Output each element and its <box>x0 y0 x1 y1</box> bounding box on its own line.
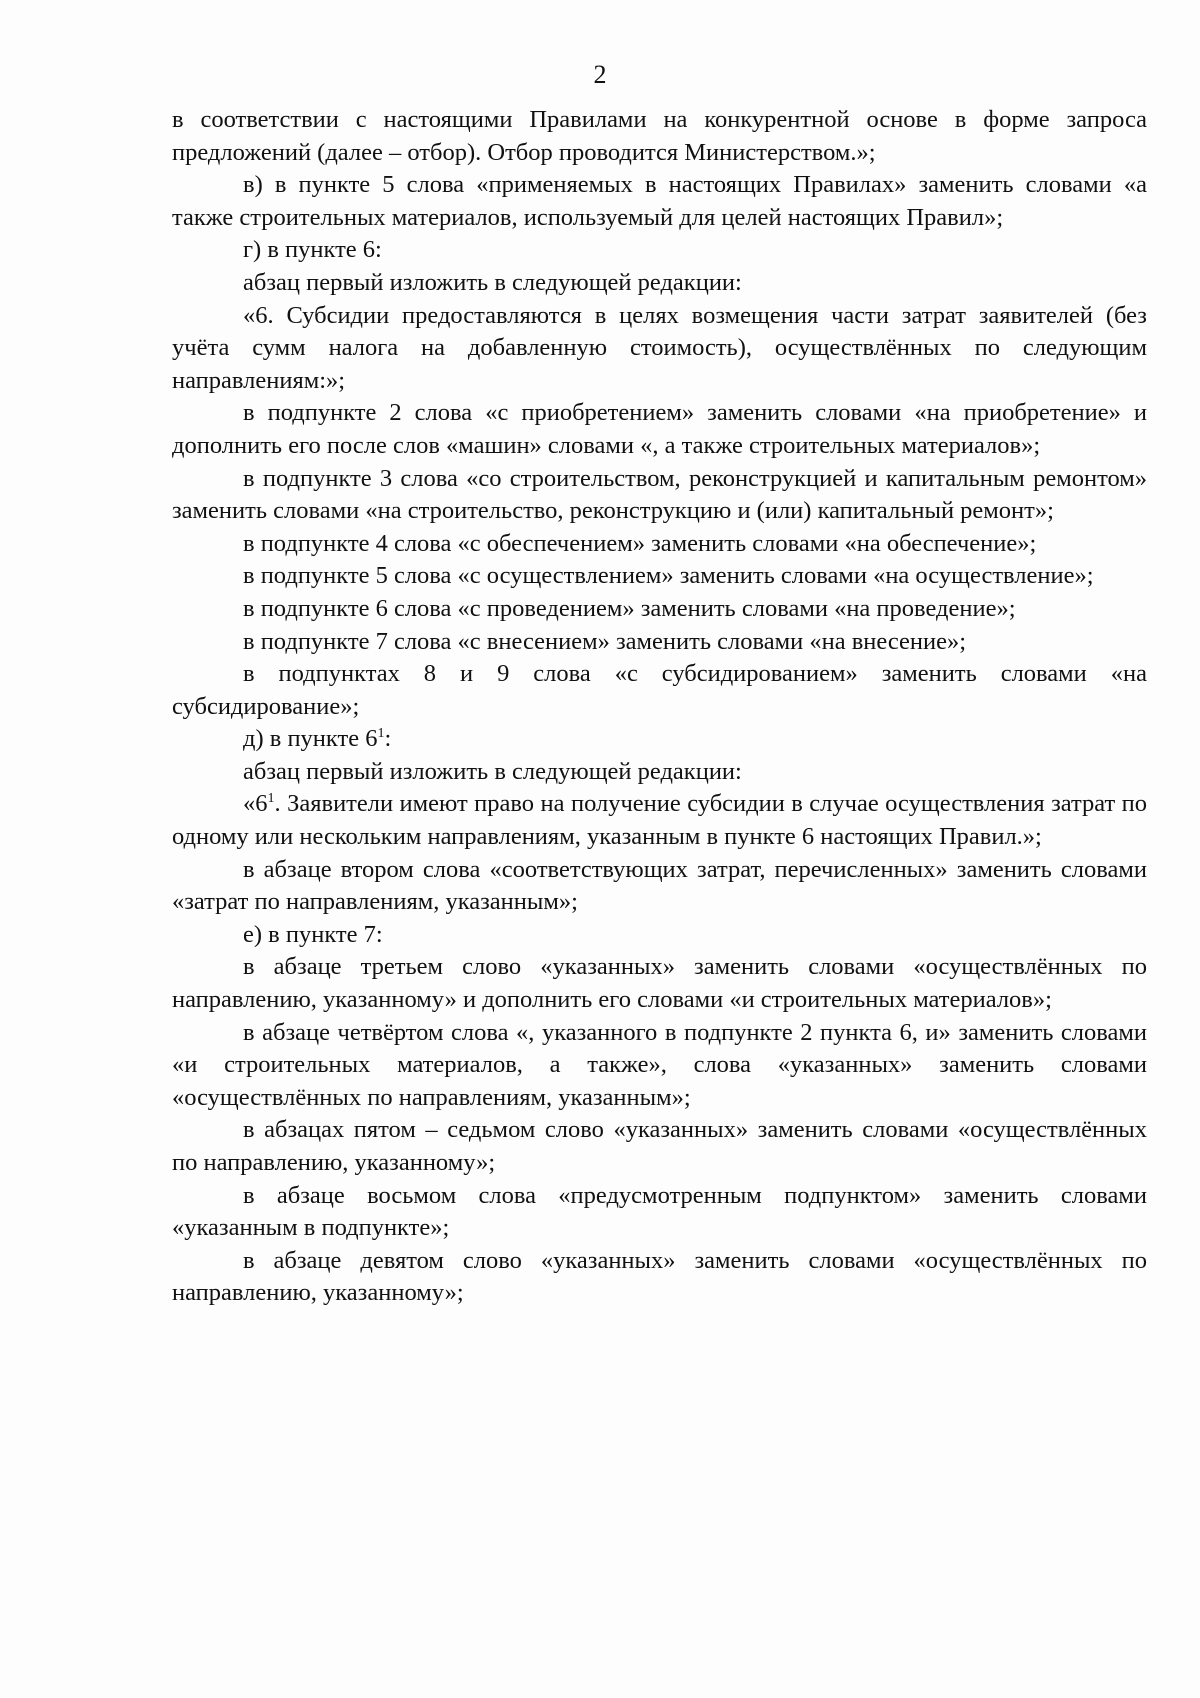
superscript: 1 <box>377 726 385 742</box>
paragraph: в подпункте 4 слова «с обеспечением» заменить словами «на обеспечение»; <box>243 529 1037 557</box>
paragraph: г) в пункте 6: <box>243 236 382 264</box>
paragraph: абзац первый изложить в следующей редакции: <box>243 757 742 785</box>
paragraph: в подпункте 7 слова «с внесением» заменить словами «на внесение»; <box>243 627 967 655</box>
paragraph: в абзацах пятом – седьмом слово «указанных» заменить словами «осуществлённых по направлению, указанному»; <box>172 1116 1147 1176</box>
superscript: 1 <box>267 791 275 807</box>
page-number: 2 <box>593 60 607 89</box>
paragraph: «6. Субсидии предоставляются в целях возмещения части затрат заявителей (без учёта сумм налога на добавленную стоимость), осуществлённых по следующим направлениям:»; <box>172 301 1147 394</box>
paragraph: в абзаце девятом слово «указанных» заменить словами «осуществлённых по направлению, указанному»; <box>172 1246 1147 1307</box>
paragraph: е) в пункте 7: <box>243 920 383 948</box>
paragraph: абзац первый изложить в следующей редакции: <box>243 268 742 296</box>
paragraph: в абзаце четвёртом слова «, указанного в подпункте 2 пункта 6, и» заменить словами «и строительных материалов, а также», слова «указанных» заменить словами «осуществлённых по направлениям, указанным»; <box>172 1018 1147 1111</box>
paragraph: в подпункте 6 слова «с проведением» заменить словами «на проведение»; <box>243 594 1016 622</box>
paragraph <box>172 788 1147 853</box>
paragraph-text: д) в пункте 6 <box>243 725 378 753</box>
paragraph: в соответствии с настоящими Правилами на конкурентной основе в форме запроса предложений (далее – отбор). Отбор проводится Министерством.»; <box>172 106 1147 166</box>
document-body <box>172 104 1147 1310</box>
paragraph: в абзаце третьем слово «указанных» заменить словами «осуществлённых по направлению, указанному» и дополнить его словами «и строительных материалов»; <box>172 953 1147 1014</box>
paragraph: в) в пункте 5 слова «применяемых в настоящих Правилах» заменить словами «а также строительных материалов, используемый для целей настоящих Правил»; <box>172 171 1147 231</box>
paragraph: в подпункте 5 слова «с осуществлением» заменить словами «на осуществление»; <box>243 562 1094 590</box>
paragraph-text: «6 <box>243 790 268 818</box>
paragraph: в подпункте 2 слова «с приобретением» заменить словами «на приобретение» и дополнить его после слов «машин» словами «, а также строительных материалов»; <box>172 399 1147 459</box>
paragraph <box>172 723 1147 756</box>
paragraph: в абзаце втором слова «соответствующих затрат, перечисленных» заменить словами «затрат по направлениям, указанным»; <box>172 855 1147 916</box>
paragraph: в подпункте 3 слова «со строительством, реконструкцией и капитальным ремонтом» заменить словами «на строительство, реконструкцию и (или) капитальный ремонт»; <box>172 464 1147 525</box>
paragraph: в подпунктах 8 и 9 слова «с субсидированием» заменить словами «на субсидирование»; <box>172 660 1147 720</box>
paragraph-text: : <box>384 725 392 753</box>
paragraph: в абзаце восьмом слова «предусмотренным подпунктом» заменить словами «указанным в подпункте»; <box>172 1181 1147 1242</box>
paragraph-text: . Заявители имеют право на получение субсидии в случае осуществления затрат по одному или нескольким направлениям, указанным в пункте 6 настоящих Правил.»; <box>172 790 1147 851</box>
